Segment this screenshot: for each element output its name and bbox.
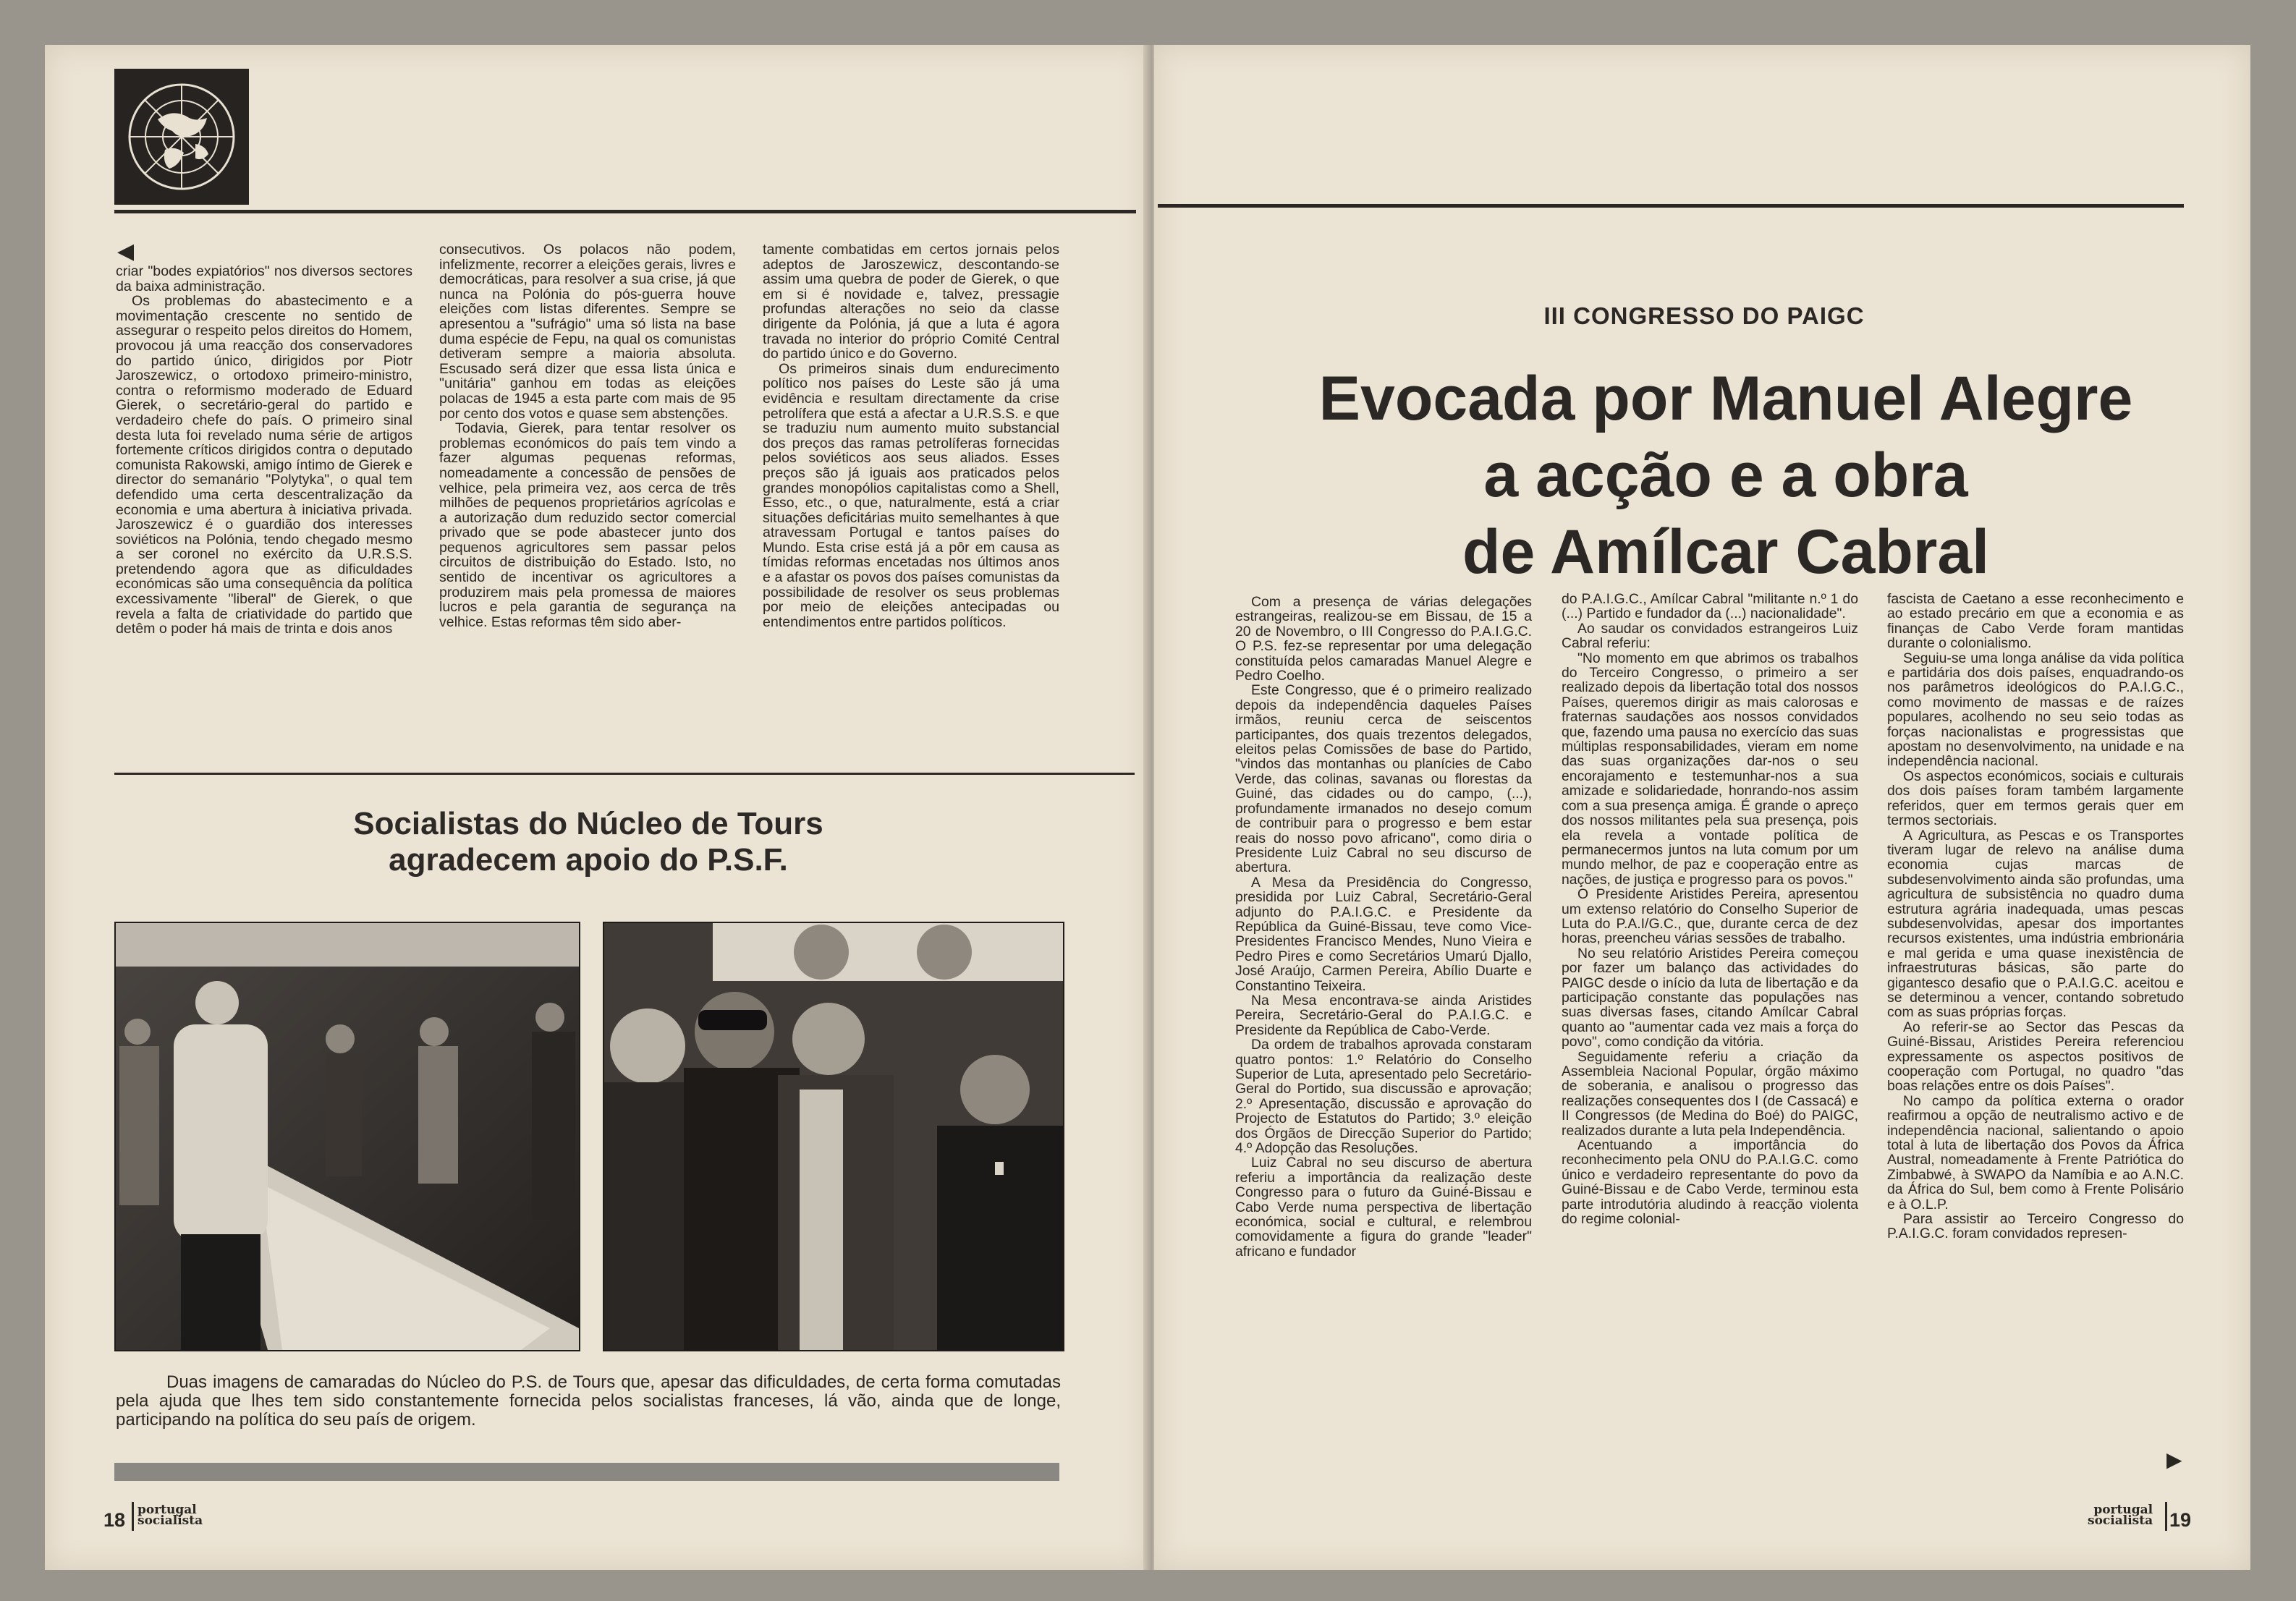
- left-masthead: [137, 1505, 203, 1526]
- paragraph: Seguiu-se uma longa análise da vida política e partidária dos dois países, enquadrando-os nos parâmetros ideológicos do P.A.I.G.C., como movimento de massas e de raízes populares, acolhendo no seu seio todas as forças nacionalistas e progressistas que apostam no desenvolvimento, na unidade e na independência nacional.: [1887, 650, 2184, 770]
- paragraph: Na Mesa encontrava-se ainda Aristides Pereira, Secretário-Geral do P.A.I.G.C. e Presidente da República de Cabo-Verde.: [1235, 992, 1532, 1038]
- paragraph: Com a presença de várias delegações estrangeiras, realizou-se em Bissau, de 15 a 20 de Novembro, o III Congresso do P.A.I.G.C. O P.S. fez-se representar por uma delegação constituída pelos camaradas Manuel Alegre e Pedro Coelho.: [1235, 594, 1532, 684]
- left-column-2: [439, 242, 736, 629]
- right-column-3: [1887, 592, 2184, 1241]
- paragraph: "No momento em que abrimos os trabalhos do Terceiro Congresso, o primeiro a ser realizado depois da libertação total dos nossos Países, queremos dirigir as mais calorosas e fraternas saudações aos nossos convidados que, fazendo uma pausa no exercício das suas múltiplas responsabilidades, vieram em nome das suas organizações dar-nos o seu encorajamento e testemunhar-nos a sua amizade e solidariedade, honrando-nos assim com a sua presença amiga. É grande o apreço dos nossos militantes pela sua presença, pois ela revela a vontade política de permanecermos juntos na luta comum por um mundo melhor, de paz e cooperação entre as nações, de justiça e progresso para os povos.": [1562, 650, 1858, 888]
- paragraph: consecutivos. Os polacos não podem, infelizmente, recorrer a eleições gerais, livres e democráticas, para resolver a sua crise, já que nunca na Polónia do pós-guerra houve eleições com listas diferentes. Sempre se apresentou a "sufrágio" uma só lista na base duma espécie de Fepu, na qual os comunistas detiveram sempre a maioria absoluta. Escusado será dizer que essa lista única e "unitária" ganhou em todas as eleições polacas de 1945 a esta parte com mais de 95 por cento dos votos e quase sem abstenções.: [439, 242, 736, 422]
- title-line-3: de Amílcar Cabral: [1462, 517, 1990, 587]
- globe-icon: [114, 69, 249, 205]
- continued-arrow-icon: ▶: [2166, 1448, 2182, 1471]
- right-top-rule: [1158, 204, 2184, 208]
- tours-headline-line-2: agradecem apoio do P.S.F.: [389, 842, 788, 878]
- folio-divider-right: [2165, 1502, 2167, 1531]
- masthead-word-2: socialista: [2088, 1513, 2153, 1528]
- paragraph: Para assistir ao Terceiro Congresso do P.A.I.G.C. foram convidados represen-: [1887, 1211, 2184, 1242]
- paragraph: do P.A.I.G.C., Amílcar Cabral "militante n.º 1 do (...) Partido e fundador da (...) nacionalidade".: [1562, 591, 1858, 622]
- paragraph: A Agricultura, as Pescas e os Transportes tiveram lugar de relevo na análise duma economia cujas marcas de subdesenvolvimento ainda são profundas, uma agricultura de subsistência no quadro duma estrutura agrária inadequada, umas pescas subdesenvolvidas, apesar dos importantes recursos existentes, uma indústria embrionária e mal gerida e uma quase inexistência de infraestruturas básicas, são parte do gigantesco desafio que o P.A.I.G.C. aceitou e se determinou a vencer, contando sobretudo com as suas próprias forças.: [1887, 827, 2184, 1021]
- photo-tours-group: [603, 922, 1064, 1351]
- paragraph: Seguidamente referiu a criação da Assembleia Nacional Popular, órgão máximo de soberania, e analisou o progresso das realizações consequentes dos I (de Cassacá) e II Congressos (de Medina do Boé) do PAIGC, realizados durante a luta pela Independência.: [1562, 1048, 1858, 1139]
- paragraph: Acentuando a importância do reconhecimento pela ONU do P.A.I.G.C. como único e verdadeiro representante do povo da Guiné-Bissau e de Cabo Verde, terminou esta parte introdutória aludindo à reacção violenta do regime colonial-: [1562, 1137, 1858, 1228]
- continued-from-arrow-icon: ◀: [117, 239, 135, 263]
- paragraph: Todavia, Gierek, para tentar resolver os problemas económicos do país tem vindo a fazer algumas pequenas reformas, nomeadamente a concessão de pensões de velhice, pela primeira vez, aos cerca de três milhões de pequenos proprietários agrícolas e a autorização dum reduzido sector comercial privado que se pode abastecer junto dos pequenos agricultores sem passar pelos circuitos de distribuição do Estado. Isto, no sentido de incentivar os agricultores a produzirem mais pela promessa de maiores lucros e pela garantia de segurança na velhice. Estas reformas têm sido aber-: [439, 420, 736, 630]
- paragraph: Os aspectos económicos, sociais e culturais dos dois países foram também largamente referidos, quer em termos gerais quer em termos sectoriais.: [1887, 768, 2184, 829]
- left-top-rule: [114, 210, 1136, 213]
- right-page-number: 19: [2169, 1509, 2192, 1531]
- masthead-word-1: portugal: [137, 1503, 197, 1517]
- title-line-2: a acção e a obra: [1483, 441, 1968, 510]
- paragraph: No seu relatório Aristides Pereira começou por fazer um balanço das actividades do PAIGC desde o início da luta de libertação e da participação constante das populações nas suas diversas fases, citando Amílcar Cabral quanto ao "aumentar cada vez mais a força do povo", como condição da vitória.: [1562, 945, 1858, 1050]
- photo-caption: [116, 1373, 1061, 1430]
- right-column-1: [1235, 595, 1532, 1259]
- paragraph: O Presidente Aristides Pereira, apresentou um extenso relatório do Conselho Superior de Luta do P.A.I/G.C., que, durante cerca de dez horas, preencheu várias sessões de trabalho.: [1562, 886, 1858, 947]
- folio-divider-left: [132, 1502, 134, 1531]
- right-masthead: [2088, 1505, 2153, 1526]
- paragraph: Os problemas do abastecimento e a movimentação crescente no sentido de assegurar o respeito pelos direitos do Homem, provocou já uma reacção dos conservadores do partido único, dirigidos por Piotr Jaroszewicz, o ortodoxo primeiro-ministro, contra o reformismo moderado de Eduard Gierek, o secretário-geral do partido e verdadeiro chefe do país. O primeiro sinal desta luta foi revelado numa série de artigos fortemente críticos dirigidos contra o deputado comunista Rakowski, amigo íntimo de Gierek e director do semanário "Polytyka", o qual tem defendido uma certa descentralização da economia e uma abertura à iniciativa privada. Jaroszewicz é o guardião dos interesses soviéticos na Polónia, tendo chegado mesmo a ser coronel no exército da U.R.S.S. pretendendo agora que as dificuldades económicas são uma consequência da política excessivamente "liberal" de Gierek, o que revela a falta de criatividade do partido que detêm o poder há mais de trinta e dois anos: [116, 293, 412, 637]
- globe-logo: [114, 69, 249, 205]
- paragraph: Os primeiros sinais dum endurecimento político nos países do Leste são já uma evidência e resultam directamente da crise petrolífera que está a afectar a U.R.S.S. e que se traduziu num aumento muito substancial dos preços das ramas petrolíferas fornecidas pelos soviéticos aos seus aliados. Esses preços são já iguais aos praticados pelos grandes monopólios capitalistas como a Shell, Esso, etc., o que, naturalmente, está a criar situações deficitárias muito semelhantes à que atravessam Portugal e tantos países do Mundo. Esta crise está já a pôr em causa as tímidas reformas encetadas nos últimos anos e a afastar os povos dos países comunistas da possibilidade de resolver os seus problemas por meio de eleições antecipadas ou entendimentos entre partidos políticos.: [763, 360, 1059, 630]
- main-title: [1172, 360, 2279, 590]
- paragraph: Este Congresso, que é o primeiro realizado depois da independência daqueles Países irmãos, reuniu cerca de seiscentos participantes, dos quais trezentos delegados, eleitos pelas Comissões de base do Partido, "vindos das montanhas ou planícies de Cabo Verde, das colinas, savanas ou florestas da Guiné, das cidades ou do campo, (...), profundamente irmanados no desejo comum de contribuir para o progresso e bem estar reais do nosso povo africano", como diria o Presidente Luiz Cabral no seu discurso de abertura.: [1235, 682, 1532, 876]
- left-column-1: [116, 264, 412, 637]
- section-divider: [114, 773, 1135, 775]
- tours-headline: [116, 806, 1061, 878]
- paragraph: tamente combatidas em certos jornais pelos adeptos de Jaroszewicz, descontando-se assim uma quebra de poder de Gierek, o que em si é novidade e, talvez, pressagie profundas alterações no seio da classe dirigente da Polónia, já que a luta é agora travada no interior do próprio Comité Central do partido único e do Governo.: [763, 242, 1059, 362]
- masthead-word-1: portugal: [2093, 1503, 2153, 1517]
- paragraph: Luiz Cabral no seu discurso de abertura referiu a importância da realização deste Congresso para o futuro da Guiné-Bissau e Cabo Verde numa perspectiva de libertação económica, social e cultural, e relembrou comovidamente a figura do grande "leader" africano e fundador: [1235, 1155, 1532, 1260]
- tours-headline-line-1: Socialistas do Núcleo de Tours: [353, 806, 823, 841]
- paragraph: A Mesa da Presidência do Congresso, presidida por Luiz Cabral, Secretário-Geral adjunto do P.A.I.G.C. e Presidente da República da Guiné-Bissau, teve como Vice-Presidentes Francisco Mendes, Nuno Vieira e Pedro Pires e como Secretários Umarú Djallo, José Araújo, Carmen Pereira, Abílio Duarte e Constantino Teixeira.: [1235, 874, 1532, 994]
- paragraph: Da ordem de trabalhos aprovada constaram quatro pontos: 1.º Relatório do Conselho Superior de Luta, apresentado pelo Secretário-Geral do Portido, sua discussão e aprovação; 2.º Apresentação, discussão e aprovação do Projecto de Estatutos do Partido; 3.º eleição dos Órgãos de Direcção Superior do Partido; 4.º Adopção das Resoluções.: [1235, 1037, 1532, 1157]
- paragraph: fascista de Caetano a esse reconhecimento e ao estado precário em que a economia e as finanças de Cabo Verde foram mantidas durante o colonialismo.: [1887, 591, 2184, 652]
- masthead-word-2: socialista: [137, 1513, 203, 1528]
- right-column-2: [1562, 592, 1858, 1226]
- title-line-1: Evocada por Manuel Alegre: [1318, 364, 2133, 433]
- photo-tours-stand: [114, 922, 580, 1351]
- left-page-number: 18: [103, 1509, 126, 1531]
- paragraph: No campo da política externa o orador reafirmou a opção de neutralismo activo e de independência nacional, salientando o apoio total à luta de libertação dos Povos da África Austral, nomeadamente à Frente Patriótica do Zimbabwé, à SWAPO da Namíbia e ao A.N.C. da África do Sul, bem como à Frente Polisário e à O.L.P.: [1887, 1092, 2184, 1213]
- paragraph: Ao saudar os convidados estrangeiros Luiz Cabral referiu:: [1562, 620, 1858, 652]
- paragraph: criar "bodes expiatórios" nos diversos sectores da baixa administração.: [116, 263, 412, 294]
- paragraph: Ao referir-se ao Sector das Pescas da Guiné-Bissau, Aristides Pereira referenciou expressamente os aspectos positivos de cooperação com Portugal, no quadro "das boas relações entre os dois Países".: [1887, 1019, 2184, 1095]
- caption-bar: [114, 1463, 1059, 1481]
- caption-text: Duas imagens de camaradas do Núcleo do P.S. de Tours que, apesar das dificuldades, de certa forma comutadas pela ajuda que lhes tem sido constantemente fornecida pelos socialistas franceses, lá vão, ainda que de longe, participando na política do seu país de origem.: [116, 1372, 1061, 1430]
- left-column-3: [763, 242, 1059, 629]
- kicker: III CONGRESSO DO PAIGC: [1543, 302, 1865, 329]
